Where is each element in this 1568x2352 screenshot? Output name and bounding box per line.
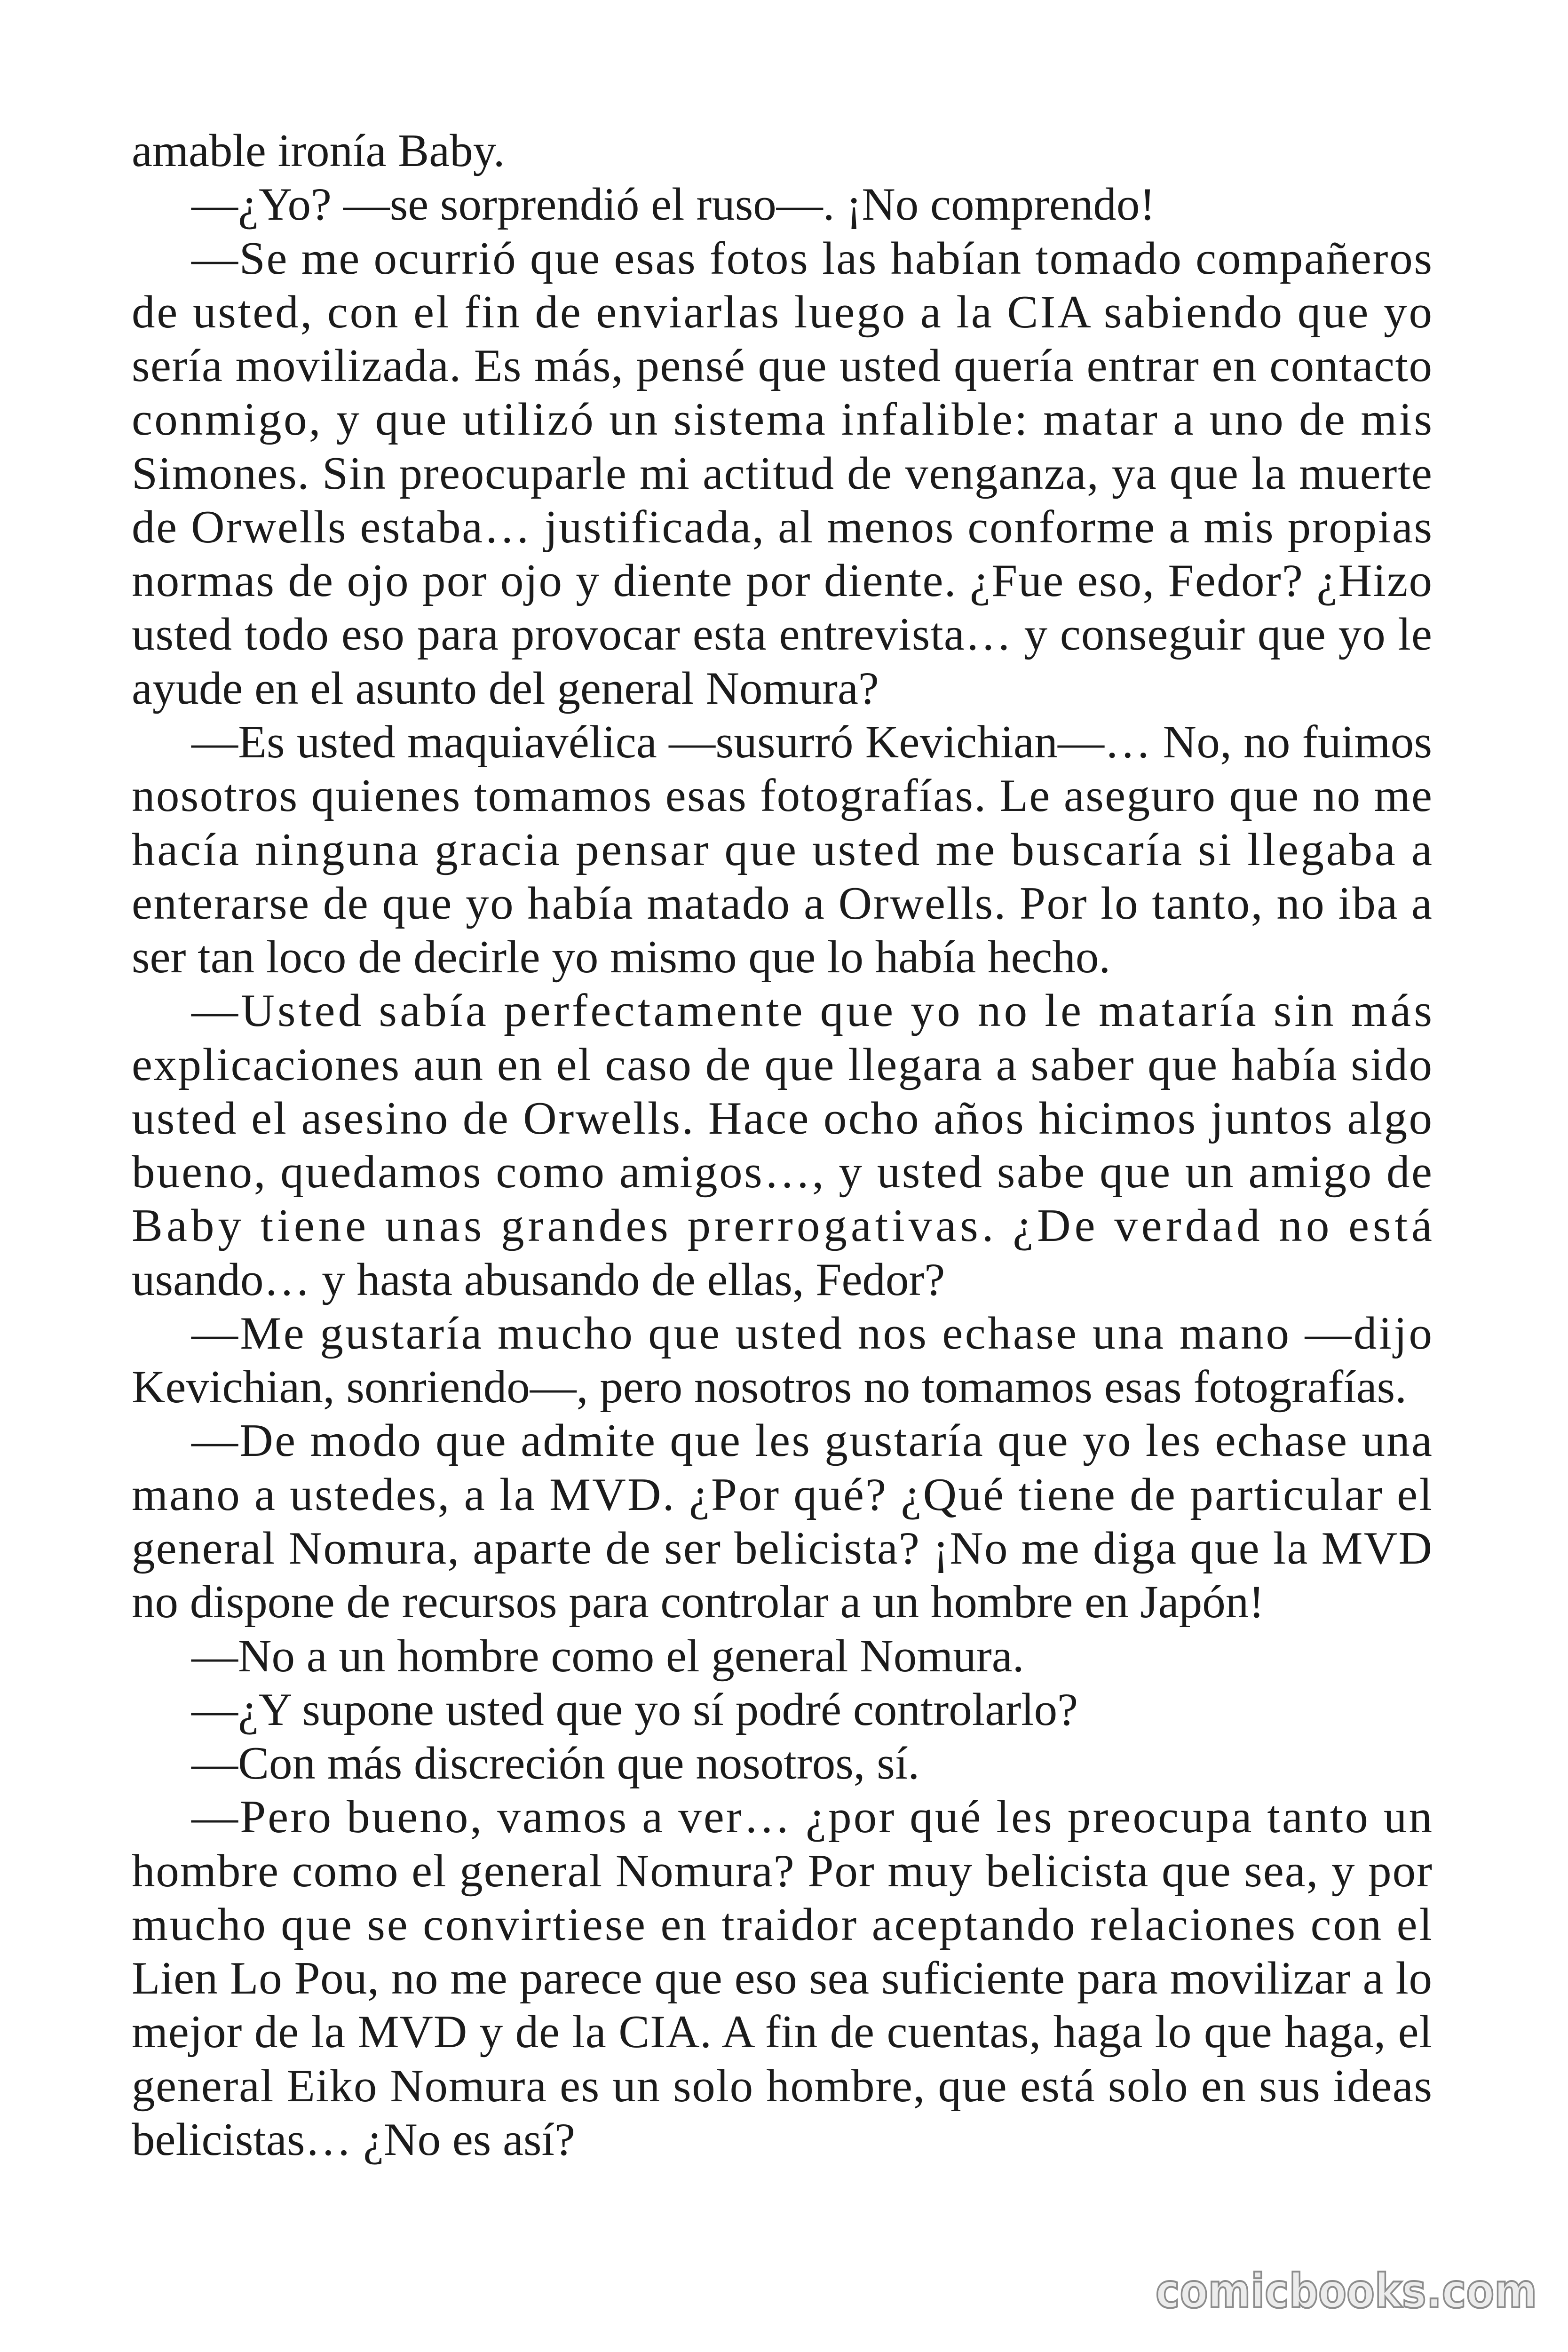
text-line: usando… y hasta abusando de ellas, Fedor?: [132, 1254, 945, 1305]
text-line: usted el asesino de Orwells. Hace ocho años hicimos juntos algo: [132, 1093, 1432, 1144]
text-line: —Es usted maquiavélica —susurró Kevichian—… No, no fuimos: [191, 716, 1432, 768]
text-line: —¿Yo? —se sorprendió el ruso—. ¡No comprendo!: [191, 179, 1156, 230]
text-line: usted todo eso para provocar esta entrevista… y conseguir que yo le: [132, 609, 1432, 660]
paragraph: [191, 1684, 1078, 1735]
text-line: —Usted sabía perfectamente que yo no le mataría sin más: [191, 985, 1432, 1036]
text-line: bueno, quedamos como amigos…, y usted sabe que un amigo de: [132, 1146, 1433, 1198]
text-line: amable ironía Baby.: [132, 125, 505, 176]
text-line: Baby tiene unas grandes prerrogativas. ¿De verdad no está: [132, 1200, 1432, 1251]
text-line: Kevichian, sonriendo—, pero nosotros no tomamos esas fotografías.: [132, 1361, 1407, 1413]
text-line: belicistas… ¿No es así?: [132, 2114, 575, 2165]
text-line: Lien Lo Pou, no me parece que eso sea suficiente para movilizar a lo: [132, 1953, 1432, 2004]
text-line: —Se me ocurrió que esas fotos las habían tomado compañeros: [191, 233, 1432, 284]
text-line: normas de ojo por ojo y diente por diente. ¿Fue eso, Fedor? ¿Hizo: [132, 555, 1432, 606]
text-line: —Con más discreción que nosotros, sí.: [191, 1738, 920, 1789]
text-line: hacía ninguna gracia pensar que usted me buscaría si llegaba a: [132, 824, 1432, 875]
paragraph: [191, 179, 1155, 230]
text-line: sería movilizada. Es más, pensé que usted quería entrar en contacto: [132, 340, 1432, 391]
text-line: mano a ustedes, a la MVD. ¿Por qué? ¿Qué tiene de particular el: [132, 1469, 1432, 1520]
paragraph: [191, 1630, 1024, 1682]
text-line: conmigo, y que utilizó un sistema infalible: matar a uno de mis: [132, 394, 1432, 445]
text-line: de Orwells estaba… justificada, al menos conforme a mis propias: [132, 501, 1432, 553]
text-line: de usted, con el fin de enviarlas luego a la CIA sabiendo que yo: [132, 286, 1433, 338]
watermark-text: comicbooks.com: [1156, 2264, 1537, 2319]
text-line: —De modo que admite que les gustaría que yo les echase una: [191, 1415, 1432, 1466]
text-line: —Me gustaría mucho que usted nos echase una mano —dijo: [191, 1308, 1432, 1359]
text-line: —No a un hombre como el general Nomura.: [191, 1630, 1024, 1682]
text-line: no dispone de recursos para controlar a un hombre en Japón!: [132, 1576, 1265, 1628]
paragraph: [132, 1791, 1432, 2165]
text-line: Simones. Sin preocuparle mi actitud de venganza, ya que la muerte: [132, 448, 1432, 499]
paragraph: [191, 1738, 919, 1789]
text-line: enterarse de que yo había matado a Orwells. Por lo tanto, no iba a: [132, 878, 1432, 929]
text-line: —Pero bueno, vamos a ver… ¿por qué les preocupa tanto un: [191, 1791, 1432, 1843]
text-line: nosotros quienes tomamos esas fotografías. Le aseguro que no me: [132, 770, 1432, 821]
text-line: general Eiko Nomura es un solo hombre, que está solo en sus ideas: [132, 2060, 1432, 2112]
text-line: general Nomura, aparte de ser belicista? ¡No me diga que la MVD: [132, 1523, 1432, 1574]
text-line: mejor de la MVD y de la CIA. A fin de cuentas, haga lo que haga, el: [132, 2006, 1432, 2058]
text-line: —¿Y supone usted que yo sí podré controlarlo?: [191, 1684, 1078, 1735]
text-line: explicaciones aun en el caso de que llegara a saber que había sido: [132, 1039, 1432, 1090]
text-line: ayude en el asunto del general Nomura?: [132, 663, 879, 714]
text-line: ser tan loco de decirle yo mismo que lo había hecho.: [132, 931, 1111, 983]
text-line: hombre como el general Nomura? Por muy belicista que sea, y por: [132, 1845, 1432, 1897]
text-line: mucho que se convirtiese en traidor aceptando relaciones con el: [132, 1899, 1432, 1950]
paragraph: [132, 125, 505, 176]
